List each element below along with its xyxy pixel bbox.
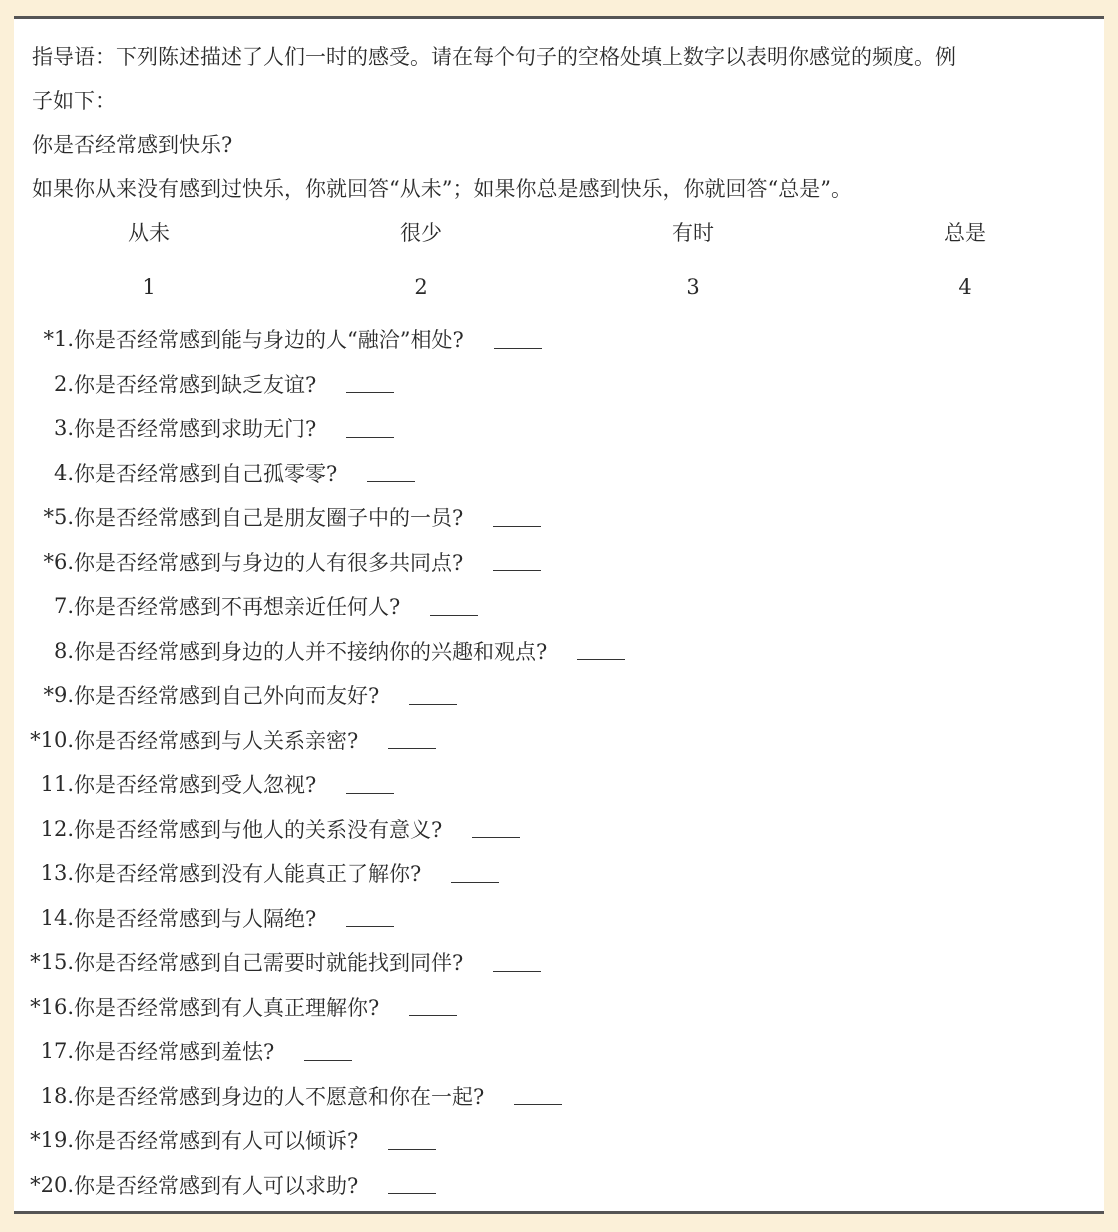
question-number: *20. (30, 1172, 74, 1197)
scale-label: 从未 (128, 221, 170, 245)
question-number: 13. (40, 861, 74, 885)
question-text: 你是否经常感到自己孤零零? (74, 461, 338, 486)
example-explanation: 如果你从来没有感到过快乐，你就回答“从未”；如果你总是感到快乐，你就回答“总是”。 (32, 177, 852, 201)
instructions (32, 35, 1092, 211)
question-text: 你是否经常感到缺乏友谊? (74, 372, 317, 397)
question-number: *16. (30, 994, 74, 1019)
question-number: *9. (43, 683, 74, 707)
question-item (14, 319, 542, 359)
question-number: *10. (30, 727, 74, 752)
question-text: 你是否经常感到身边的人不愿意和你在一起? (74, 1084, 485, 1109)
answer-blank[interactable] (493, 953, 541, 972)
answer-blank[interactable] (346, 419, 394, 438)
question-item (14, 631, 625, 671)
question-text: 你是否经常感到求助无门? (74, 417, 317, 441)
question-number: 7. (53, 594, 74, 618)
answer-blank[interactable] (304, 1042, 352, 1061)
question-number: *6. (43, 549, 74, 574)
question-item (14, 942, 541, 982)
question-text: 你是否经常感到有人可以倾诉? (74, 1129, 359, 1153)
question-item (14, 408, 394, 448)
answer-blank[interactable] (388, 730, 436, 749)
question-text: 你是否经常感到自己是朋友圈子中的一员? (74, 506, 464, 530)
question-text: 你是否经常感到与身边的人有很多共同点? (74, 550, 464, 575)
scale-option (361, 217, 481, 299)
instruction-line: 指导语：下列陈述描述了人们一时的感受。请在每个句子的空格处填上数字以表明你感觉的频度。例 (32, 45, 956, 69)
question-item (14, 675, 457, 715)
question-number: 18. (40, 1083, 74, 1108)
question-item (14, 809, 520, 849)
question-number: 4. (53, 460, 74, 485)
scale-label: 总是 (944, 221, 986, 245)
question-number: 17. (40, 1039, 74, 1063)
scale-option (89, 217, 209, 299)
answer-blank[interactable] (388, 1131, 436, 1150)
question-item (14, 453, 415, 493)
question-item (14, 898, 394, 938)
question-item (14, 764, 394, 804)
question-text: 你是否经常感到不再想亲近任何人? (74, 595, 401, 619)
answer-blank[interactable] (493, 552, 541, 571)
answer-blank[interactable] (472, 819, 520, 838)
scale-option (633, 217, 753, 299)
question-item (14, 1120, 436, 1160)
question-item (14, 987, 457, 1027)
question-item (14, 1076, 562, 1116)
question-number: *19. (30, 1128, 74, 1152)
question-text: 你是否经常感到自己外向而友好? (74, 684, 380, 708)
question-item (14, 586, 478, 626)
question-item (14, 853, 499, 893)
question-text: 你是否经常感到没有人能真正了解你? (74, 862, 422, 886)
question-text: 你是否经常感到受人忽视? (74, 773, 317, 797)
question-item (14, 1165, 436, 1205)
question-text: 你是否经常感到能与身边的人“融洽”相处? (74, 328, 464, 352)
instruction-line: 子如下： (32, 89, 116, 113)
answer-blank[interactable] (577, 641, 625, 660)
answer-blank[interactable] (346, 374, 394, 393)
question-text: 你是否经常感到与他人的关系没有意义? (74, 817, 443, 842)
question-item (14, 497, 541, 537)
scale-label: 有时 (672, 221, 714, 245)
answer-blank[interactable] (409, 997, 457, 1016)
question-text: 你是否经常感到有人真正理解你? (74, 995, 380, 1020)
answer-blank[interactable] (451, 864, 499, 883)
question-text: 你是否经常感到羞怯? (74, 1040, 275, 1064)
question-number: 11. (40, 772, 74, 796)
answer-blank[interactable] (346, 908, 394, 927)
question-number: 2. (53, 371, 74, 396)
scale-option (905, 217, 1025, 299)
question-text: 你是否经常感到有人可以求助? (74, 1173, 359, 1198)
scale-value: 1 (142, 275, 156, 299)
question-number: *1. (43, 327, 74, 351)
question-number: *5. (43, 505, 74, 529)
scale-value: 2 (414, 275, 428, 299)
question-item (14, 1031, 352, 1071)
answer-blank[interactable] (409, 686, 457, 705)
question-text: 你是否经常感到自己需要时就能找到同伴? (74, 951, 464, 975)
question-text: 你是否经常感到身边的人并不接纳你的兴趣和观点? (74, 639, 548, 664)
question-item (14, 364, 394, 404)
answer-blank[interactable] (493, 508, 541, 527)
question-item (14, 542, 541, 582)
answer-blank[interactable] (388, 1175, 436, 1194)
question-text: 你是否经常感到与人隔绝? (74, 906, 317, 931)
answer-blank[interactable] (346, 775, 394, 794)
question-number: 8. (53, 638, 74, 663)
answer-blank[interactable] (367, 463, 415, 482)
answer-blank[interactable] (430, 597, 478, 616)
question-item (14, 720, 436, 760)
scale-value: 4 (958, 275, 972, 299)
questionnaire-frame (14, 16, 1104, 1214)
example-question: 你是否经常感到快乐? (32, 133, 233, 157)
answer-blank[interactable] (514, 1086, 562, 1105)
question-number: 3. (53, 416, 74, 440)
question-text: 你是否经常感到与人关系亲密? (74, 728, 359, 753)
scale-value: 3 (686, 275, 700, 299)
scale-label: 很少 (400, 221, 442, 245)
question-number: *15. (30, 950, 74, 974)
question-number: 12. (40, 816, 74, 841)
question-number: 14. (40, 905, 74, 930)
answer-blank[interactable] (494, 330, 542, 349)
